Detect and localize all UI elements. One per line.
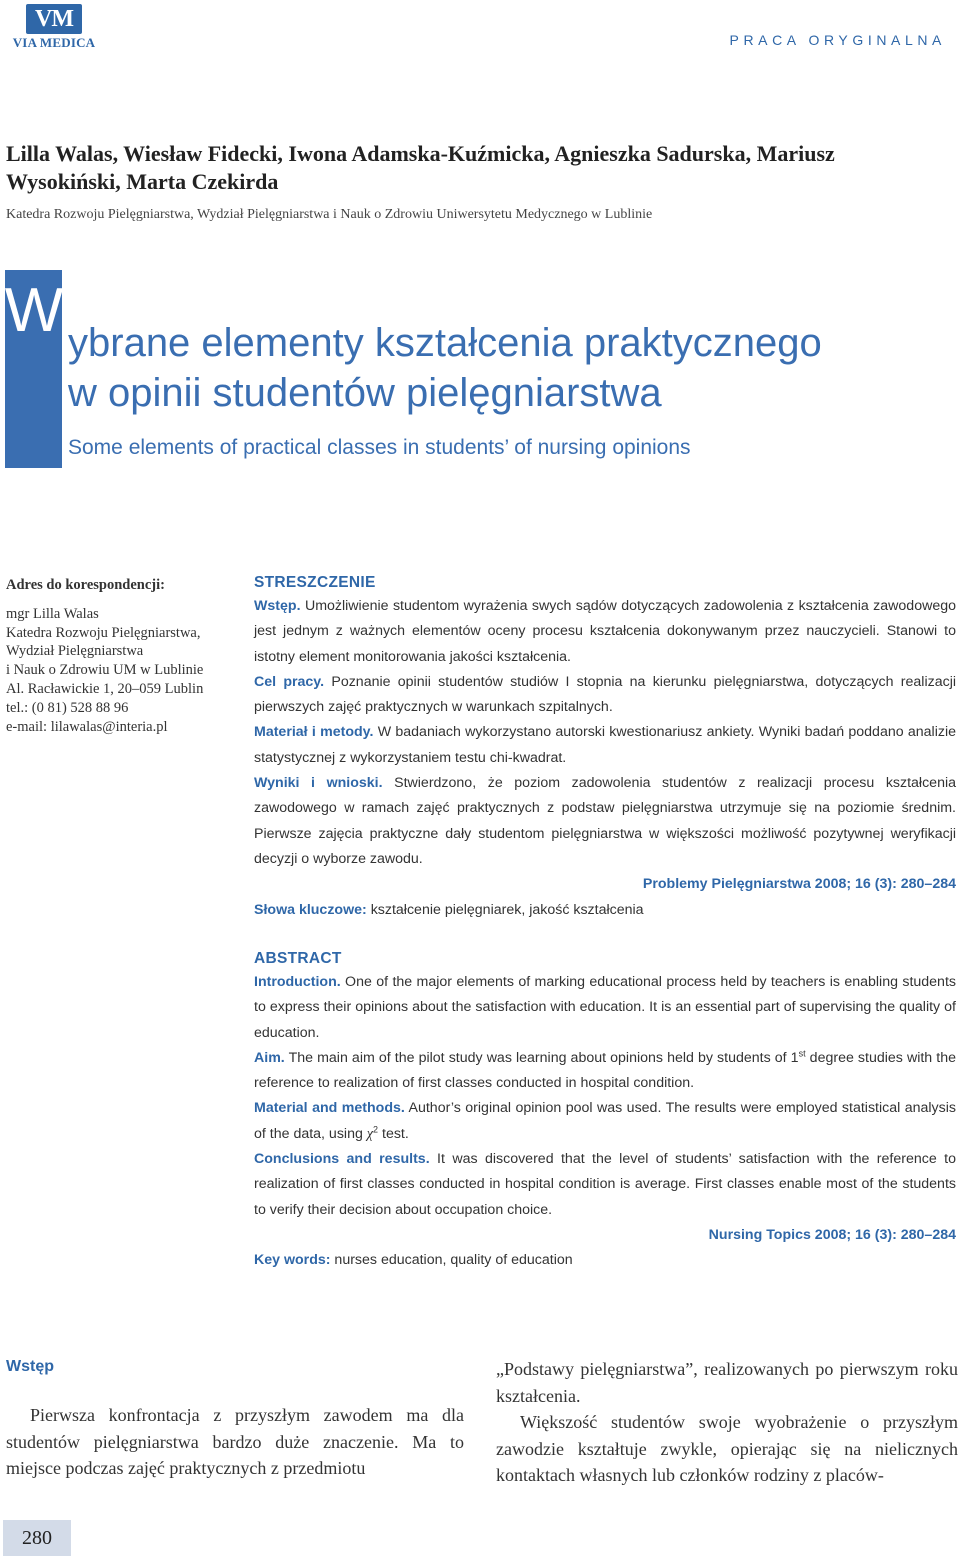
correspondence-phone: tel.: (0 81) 528 88 96	[6, 699, 129, 716]
chi-superscript: 2	[373, 1124, 379, 1135]
correspondence-dept: Katedra Rozwoju Pielęgniarstwa,	[6, 624, 201, 641]
correspondence-heading: Adres do korespondencji:	[6, 577, 165, 593]
methods-text-b: test.	[378, 1125, 409, 1142]
aim-text-a: The main aim of the pilot study was learning about opinions held by students of 1	[284, 1049, 799, 1066]
logo-initials: VM	[26, 4, 82, 34]
intro-label: Wstęp.	[254, 598, 301, 614]
correspondence-university: i Nauk o Zdrowiu UM w Lublinie	[6, 662, 204, 679]
streszczenie-methods	[254, 720, 956, 771]
aim-label: Cel pracy.	[254, 673, 325, 690]
title-initial: W	[4, 276, 64, 345]
streszczenie-heading: STRESZCZENIE	[254, 574, 376, 591]
correspondence-block	[6, 576, 246, 736]
intro-text: Umożliwienie studentom wyrażenia swych sądów dotyczących zadowolenia z kształcenia zawodowego jest jednym z ważnych elementów oceny procesu kształcenia dokonywanym przez nauczycieli. Stanowi to istotny element monitorowania jakości kształcenia.	[254, 598, 956, 665]
body-paragraph-continued: „Podstawy pielęgniarstwa”, realizowanych po pierwszym roku kształcenia.	[496, 1359, 958, 1406]
results-label: Wyniki i wnioski.	[254, 775, 383, 792]
author-list: Lilla Walas, Wiesław Fidecki, Iwona Adamska-Kuźmicka, Agnieszka Sadurska, Mariusz Wysokiński, Marta Czekirda	[6, 141, 835, 194]
abstract-results	[254, 1147, 956, 1223]
aim-text-b: degree studies with the reference to realization of first classes conducted in hospital condition.	[254, 1049, 956, 1092]
affiliation: Katedra Rozwoju Pielęgniarstwa, Wydział Pielęgniarstwa i Nauk o Zdrowiu Uniwersytetu Medycznego w Lublinie	[6, 207, 653, 222]
body-paragraph: Większość studentów swoje wyobrażenie o przyszłym zawodzie kształtuje zwykle, opierając się na nielicznych kontaktach własnych lub członków rodziny z placów-	[496, 1412, 958, 1485]
abstract-keywords	[254, 1248, 956, 1273]
results-label: Conclusions and results.	[254, 1151, 430, 1168]
abstract-citation: Nursing Topics 2008; 16 (3): 280–284	[708, 1226, 956, 1243]
abstract-english	[254, 948, 956, 1274]
correspondence-faculty: Wydział Pielęgniarstwa	[6, 643, 144, 660]
methods-label: Materiał i metody.	[254, 724, 374, 741]
streszczenie-keywords	[254, 898, 956, 923]
keywords-text: nurses education, quality of education	[330, 1252, 573, 1269]
abstract-heading: ABSTRACT	[254, 950, 342, 967]
title-line-1: ybrane elementy kształcenia praktycznego	[68, 321, 822, 365]
abstract-methods	[254, 1096, 956, 1147]
methods-label: Material and methods.	[254, 1100, 405, 1117]
section-label: PRACA ORYGINALNA	[729, 32, 946, 48]
streszczenie-citation: Problemy Pielęgniarstwa 2008; 16 (3): 280–284	[642, 876, 956, 893]
abstract-intro	[254, 970, 956, 1046]
page-number: 280	[3, 1520, 71, 1556]
aim-text: Poznanie opinii studentów studiów I stopnia na kierunku pielęgniarstwa, dotyczących realizacji pierwszych zajęć praktycznych w warunkach szpitalnych.	[254, 673, 956, 716]
correspondence-name: mgr Lilla Walas	[6, 605, 99, 622]
english-title: Some elements of practical classes in students’ of nursing opinions	[68, 436, 691, 459]
aim-label: Aim.	[254, 1049, 285, 1066]
publisher-logo	[8, 4, 98, 48]
keywords-text: kształcenie pielęgniarek, jakość kształcenia	[366, 901, 644, 918]
keywords-label: Słowa kluczowe:	[254, 901, 367, 918]
streszczenie-aim	[254, 670, 956, 721]
methods-text-a: Author’s original opinion pool was used. The results were employed statistical analysis of the data, using	[254, 1100, 956, 1142]
logo-name: VIA MEDICA	[12, 35, 96, 50]
abstract-polish	[254, 572, 956, 923]
streszczenie-intro	[254, 594, 956, 670]
intro-label: Introduction.	[254, 974, 341, 990]
body-column-right	[496, 1356, 958, 1489]
intro-text: One of the major elements of marking educational process held by teachers is enabling students to express their opinions about the satisfaction with education. It is an essential part of supervising the quality of education.	[254, 974, 956, 1041]
article-title	[68, 318, 948, 418]
title-line-2: w opinii studentów pielęgniarstwa	[68, 371, 662, 415]
chi-symbol: χ	[366, 1125, 374, 1142]
results-text: Stwierdzono, że poziom zadowolenia studentów z realizacji procesu kształcenia zawodowego w ramach zajęć praktycznych z podstaw pielęgniarstwa utrzymuje się na poziomie średnim. Pierwsze zajęcia praktyczne dały studentom pielęgniarstwa w większości możliwość pozytywnej weryfikacji decyzji o wyborze zawodu.	[254, 775, 957, 867]
correspondence-address: Al. Racławickie 1, 20–059 Lublin	[6, 680, 204, 697]
aim-superscript: st	[798, 1048, 806, 1059]
body-paragraph: Pierwsza konfrontacja z przyszłym zawodem ma dla studentów pielęgniarstwa bardzo duże znaczenie. Ma to miejsce podczas zajęć praktycznych z przedmiotu	[6, 1405, 464, 1478]
section-heading-wstep: Wstęp	[6, 1358, 54, 1375]
correspondence-email[interactable]: e-mail: lilawalas@interia.pl	[6, 718, 168, 735]
streszczenie-results	[254, 771, 956, 872]
results-text: It was discovered that the level of students’ satisfaction with the reference to realization of first classes conducted in hospital condition is average. First classes enable most of the students to verify their decision about occupation choice.	[254, 1151, 956, 1218]
body-column-left	[6, 1358, 464, 1482]
keywords-label: Key words:	[254, 1252, 331, 1269]
abstract-aim	[254, 1046, 956, 1097]
methods-text: W badaniach wykorzystano autorski kwestionariusz ankiety. Wyniki badań poddano analizie statystycznej z wykorzystaniem testu chi-kwadrat.	[254, 724, 956, 766]
